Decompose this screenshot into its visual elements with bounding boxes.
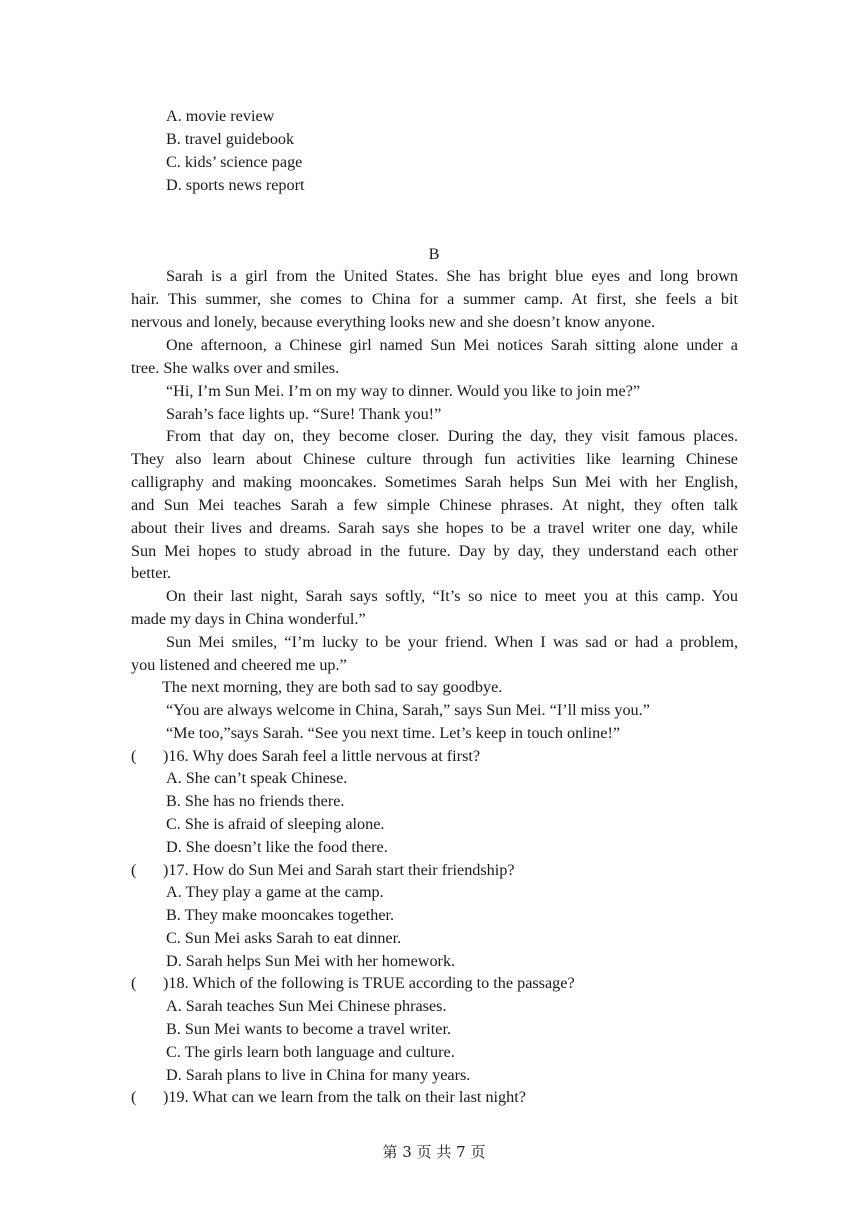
passage-line: From that day on, they become closer. During the day, they visit famous places.	[166, 427, 738, 445]
q16-option-a: A. She can’t speak Chinese.	[166, 769, 348, 787]
q17-option-b: B. They make mooncakes together.	[166, 906, 395, 924]
q16-option-d: D. She doesn’t like the food there.	[166, 838, 388, 856]
q18-option-c: C. The girls learn both language and culture.	[166, 1043, 455, 1061]
section-title: B	[428, 245, 440, 263]
page-footer: 第 3 页 共 7 页	[382, 1143, 486, 1161]
answer-paren: (	[131, 747, 137, 765]
q16-option-c: C. She is afraid of sleeping alone.	[166, 815, 385, 833]
question-17: )17. How do Sun Mei and Sarah start their friendship?	[163, 861, 515, 879]
option-a: A. movie review	[166, 107, 275, 125]
passage-line: One afternoon, a Chinese girl named Sun Mei notices Sarah sitting alone under a	[166, 336, 738, 354]
passage-line: about their lives and dreams. Sarah says she hopes to be a travel writer one day, while	[131, 519, 738, 537]
option-b: B. travel guidebook	[166, 130, 295, 148]
q18-option-d: D. Sarah plans to live in China for many years.	[166, 1066, 471, 1084]
passage-line: Sarah’s face lights up. “Sure! Thank you!”	[166, 405, 442, 423]
q16-option-b: B. She has no friends there.	[166, 792, 345, 810]
option-d: D. sports news report	[166, 176, 305, 194]
passage-line: made my days in China wonderful.”	[131, 610, 366, 628]
passage-line: hair. This summer, she comes to China for a summer camp. At first, she feels a bit	[131, 290, 738, 308]
passage-line: “You are always welcome in China, Sarah,” says Sun Mei. “I’ll miss you.”	[166, 701, 650, 719]
passage-line: Sun Mei hopes to study abroad in the future. Day by day, they understand each other	[131, 542, 738, 560]
q17-option-d: D. Sarah helps Sun Mei with her homework.	[166, 952, 456, 970]
question-18: )18. Which of the following is TRUE according to the passage?	[163, 974, 575, 992]
question-19: )19. What can we learn from the talk on their last night?	[163, 1088, 526, 1106]
passage-line: and Sun Mei teaches Sarah a few simple Chinese phrases. At night, they often talk	[131, 496, 738, 514]
question-16: )16. Why does Sarah feel a little nervous at first?	[163, 747, 481, 765]
passage-line: tree. She walks over and smiles.	[131, 359, 340, 377]
passage-line: “Me too,”says Sarah. “See you next time. Let’s keep in touch online!”	[166, 724, 621, 742]
q18-option-a: A. Sarah teaches Sun Mei Chinese phrases.	[166, 997, 447, 1015]
passage-line: They also learn about Chinese culture through fun activities like learning Chinese	[131, 450, 738, 468]
passage-line: On their last night, Sarah says softly, “It’s so nice to meet you at this camp. You	[166, 587, 738, 605]
option-c: C. kids’ science page	[166, 153, 303, 171]
passage-line: The next morning, they are both sad to say goodbye.	[162, 678, 503, 696]
passage-line: Sun Mei smiles, “I’m lucky to be your friend. When I was sad or had a problem,	[166, 633, 738, 651]
q17-option-a: A. They play a game at the camp.	[166, 883, 384, 901]
passage-line: nervous and lonely, because everything looks new and she doesn’t know anyone.	[131, 313, 656, 331]
passage-line: Sarah is a girl from the United States. She has bright blue eyes and long brown	[166, 267, 738, 285]
q18-option-b: B. Sun Mei wants to become a travel writer.	[166, 1020, 452, 1038]
passage-line: calligraphy and making mooncakes. Sometimes Sarah helps Sun Mei with her English,	[131, 473, 738, 491]
passage-line: you listened and cheered me up.”	[131, 656, 347, 674]
answer-paren: (	[131, 1088, 137, 1106]
answer-paren: (	[131, 861, 137, 879]
q17-option-c: C. Sun Mei asks Sarah to eat dinner.	[166, 929, 402, 947]
answer-paren: (	[131, 974, 137, 992]
passage-line: “Hi, I’m Sun Mei. I’m on my way to dinner. Would you like to join me?”	[166, 382, 641, 400]
passage-line: better.	[131, 564, 172, 582]
